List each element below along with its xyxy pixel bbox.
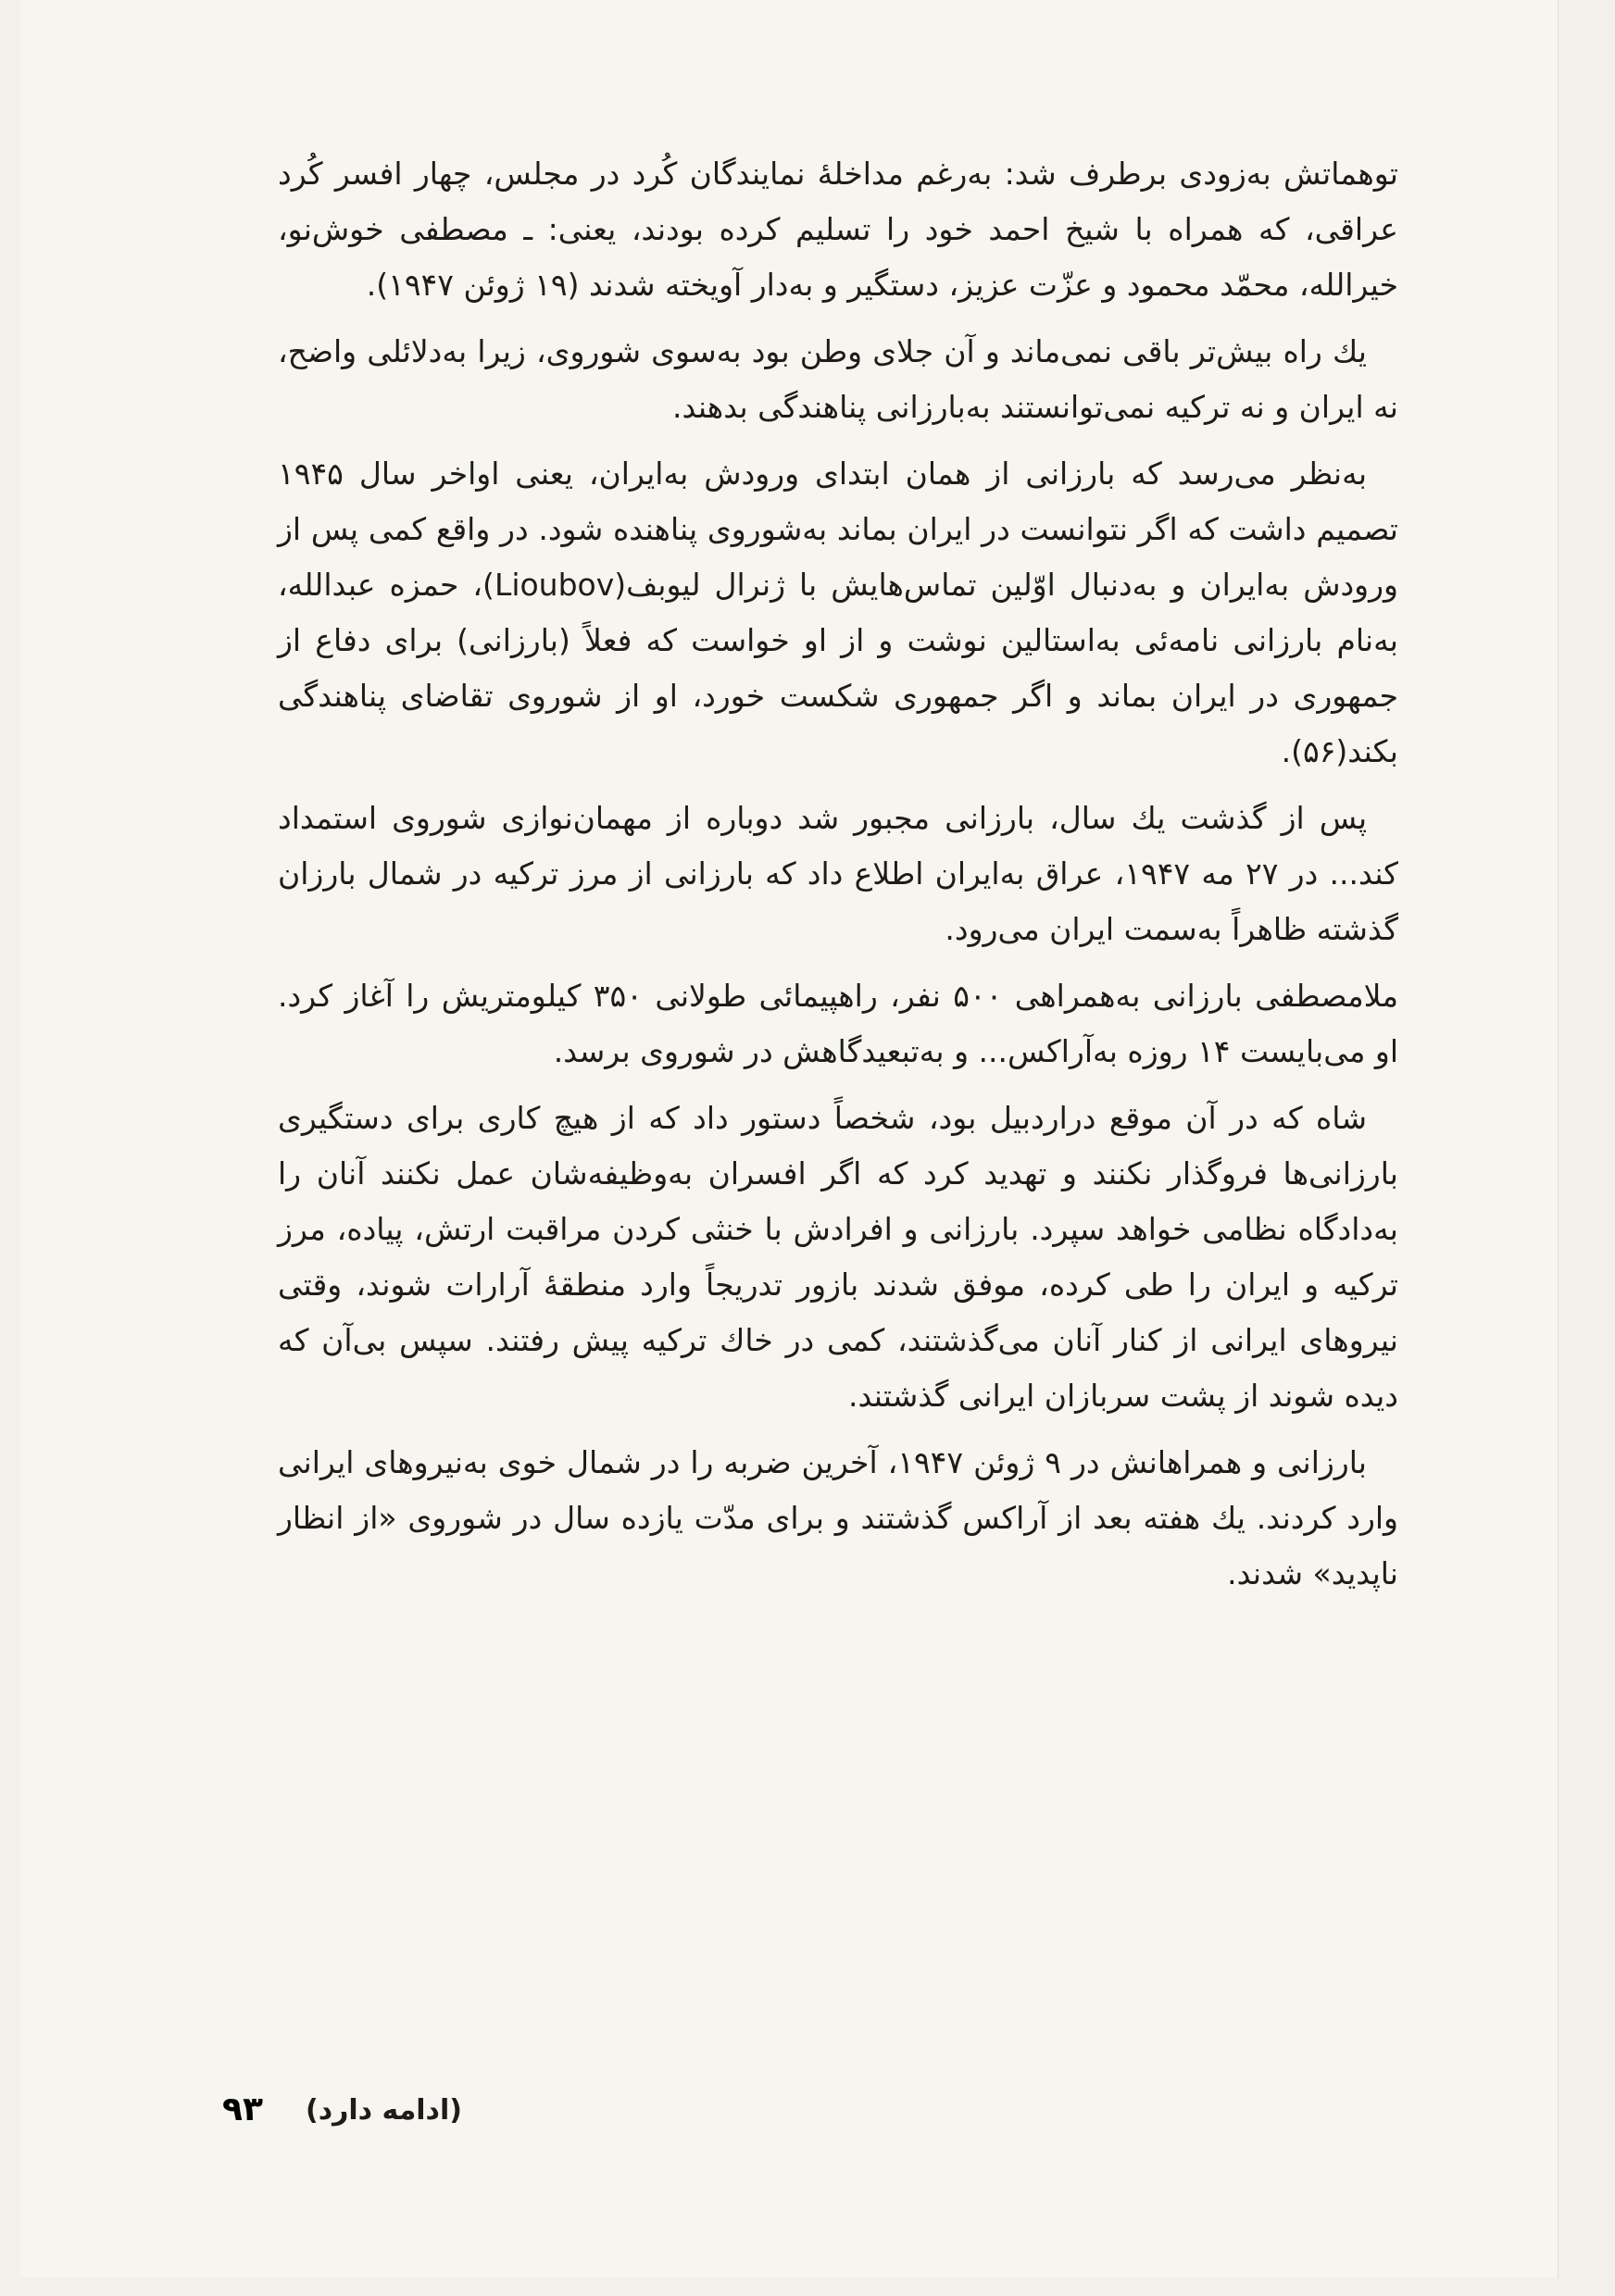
paragraph-4: پس از گذشت یك سال، بارزانی مجبور شد دوباره از مهمان‌نوازی شوروی استمداد کند... در ۲۷ مه ۱۹۴۷، عراق به‌ایران اطلاع داد که بارزانی از مرز ترکیه در شمال بارزان گذشته ظاهراً به‌سمت ایران می‌رود. — [278, 800, 1398, 947]
page-footer — [306, 2094, 462, 2127]
paragraph-3: به‌نظر می‌رسد که بارزانی از همان ابتدای ورودش به‌ایران، یعنی اواخر سال ۱۹۴۵ تصمیم داشت که اگر نتوانست در ایران بماند به‌شوروی پناهنده شود. در واقع کمی پس از ورودش به‌ایران و به‌دنبال اوّلین تماس‌هایش با ژنرال لیوبف(Lioubov)، حمزه عبدالله، به‌نام بارزانی نامه‌ئی به‌استالین نوشت و از او خواست که فعلاً (بارزانی) برای دفاع از جمهوری در ایران بماند و اگر جمهوری شکست خورد، او از شوروی تقاضای پناهندگی بکند(۵۶). — [278, 455, 1398, 769]
article-body — [278, 146, 1398, 1613]
paragraph-5: ملامصطفی بارزانی به‌همراهی ۵۰۰ نفر، راهپیمائی طولانی ۳۵۰ کیلومتریش را آغاز کرد. او می‌بایست ۱۴ روزه به‌آراکس... و به‌تبعیدگاهش در شوروی برسد. — [278, 978, 1399, 1069]
page-number-wrap — [222, 2090, 263, 2128]
paragraph-1: توهماتش به‌زودی برطرف شد: به‌رغم مداخلهٔ نمایندگان کُرد در مجلس، چهار افسر کُرد عراقی، که همراه با شیخ احمد خود را تسلیم کرده بودند، یعنی: ـ مصطفی خوش‌نو، خیرالله، محمّد محمود و عزّت عزیز، دستگیر و به‌دار آویخته شدند (۱۹ ژوئن ۱۹۴۷). — [278, 156, 1398, 303]
page-number: ۹۳ — [222, 2090, 263, 2128]
paragraph-6: شاه که در آن موقع دراردبیل بود، شخصاً دستور داد که از هیچ کاری برای دستگیری بارزانی‌ها فروگذار نکنند و تهدید کرد که اگر افسران به‌وظیفه‌شان عمل نکنند آنان را به‌دادگاه نظامی خواهد سپرد. بارزانی و افرادش با خنثی کردن مراقبت ارتش، پیاده، مرز ترکیه و ایران را طی کرده، موفق شدند بازور تدریجاً وارد منطقهٔ آرارات شوند، وقتی نیروهای ایرانی از کنار آنان می‌گذشتند، کمی در خاك ترکیه پیش رفتند. سپس بی‌آن که دیده شوند از پشت سربازان ایرانی گذشتند. — [278, 1100, 1398, 1414]
paragraph-7: بارزانی و همراهانش در ۹ ژوئن ۱۹۴۷، آخرین ضربه را در شمال خوی به‌نیروهای ایرانی وارد کردند. یك هفته بعد از آراکس گذشتند و برای مدّت یازده سال در شوروی «از انظار ناپدید» شدند. — [278, 1444, 1398, 1591]
paragraph-2: یك راه بیش‌تر باقی نمی‌ماند و آن جلای وطن بود به‌سوی شوروی، زیرا به‌دلائلی واضح، نه ایران و نه ترکیه نمی‌توانستند به‌بارزانی پناهندگی بدهند. — [278, 333, 1398, 425]
to-be-continued-note: (ادامه دارد) — [306, 2094, 462, 2127]
